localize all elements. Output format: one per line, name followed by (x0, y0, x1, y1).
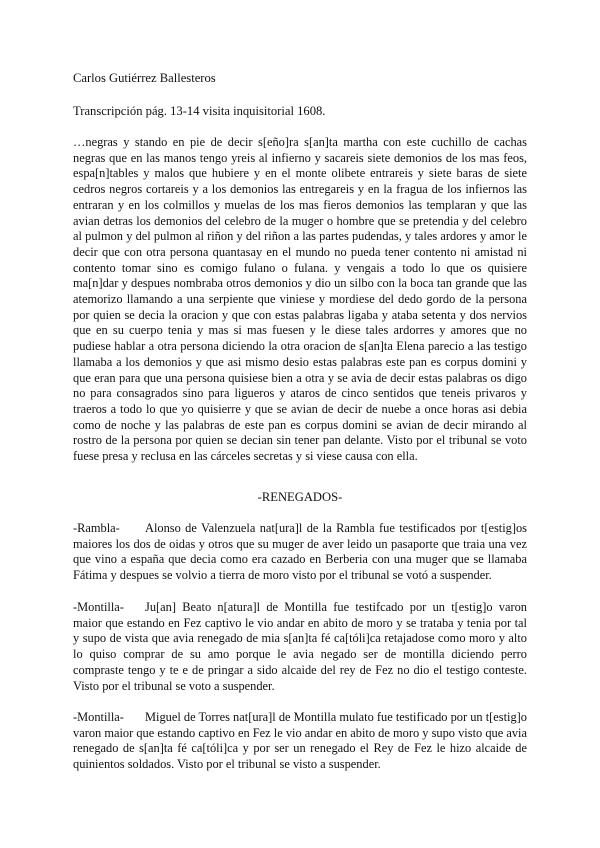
main-paragraph: …negras y stando en pie de decir s[eño]ra s[an]ta martha con este cuchillo de cachas negras que en las manos tengo yreis al infierno y sacareis siete demonios de los mas feos, espa[n]tables y malos que hubiere y en el monte olibete entrareis y siete baras de siete cedros negros cortareis y a los demonios las entregareis y en la fragua de los infiernos las entraran y en los colmillos y muelas de los mas fieros demonios las templaran y que las avian detras los demonios del celebro de la muger o hombre que se pretendia y del celebro al pulmon y del pulmon al riñon y del riñon a las partes pudendas, y tales ardores y amor le decir que con otra persona quantasay en el mundo no pueda tener contento ni amistad ni contento tomar sino es comigo fulano o fulana. y vengais a todo lo que os quisiere ma[n]dar y despues nombraba otros demonios y dio un silbo con la boca tan grande que las atemorizo llamando a una serpiente que viniese y mordiese del dedo gordo de la persona por quien se decia la oracion y que con estas palabras ligaba y ataba setenta y dos nervios que en su cuerpo tenia y mas si mas fuesen y le diese tales ardorres y amores que no pudiese hablar a otra persona diciendo la otra oracion de s[an]ta Elena parecio a las testigo llamaba a los demonios y que asi mismo desio estas palabras este pan es corpus domini y que eran para que una persona quisiese bien a otra y se avia de decir estas palabras os digo no para consagrados sino para ligueros y ataros de cinco sentidos que teneis privaros y traeros a todo lo que yo quisierre y que se avian de decir de nuebe a once horas asi debia como de noche y las palabras de este pan es corpus domini se avian de decir mirando al rostro de la persona por quien se decian sin tener pan delante. Visto por el tribunal se voto fuese presa y reclusa en las cárceles secretas y si viese causa con ella. (73, 135, 527, 464)
entry-text: Miguel de Torres nat[ura]l de Montilla mulato fue testificado por un t[estig]o varon maior que estando captivo en Fez le vio andar en abito de moro y supo visto que avia renegado de s[an]ta fé ca[tóli]ca y por ser un renegado el Rey de Fez le hizo alcaide de quinientos soldados. Visto por el tribunal se visto a suspender. (73, 710, 527, 772)
entry-place: -Rambla- (73, 521, 120, 535)
entry-text: Alonso de Valenzuela nat[ura]l de la Rambla fue testificados por t[estig]os maiores los dos de oidas y otros que su muger de aver leido un pasaporte que traia una vez que vino a españa que decia como era cazado en Berberia con una muger que se llamaba Fátima y despues se volvio a tierra de moro visto por el tribunal se votó a suspender. (73, 521, 527, 583)
entry-text: Ju[an] Beato n[atura]l de Montilla fue testifcado por un t[estig]o varon maior que estando en Fez captivo le vio andar en abito de moro y se trataba y tenia por tal y supo de vista que avia renegado de mia s[an]ta fé ca[tóli]ca retajadose como moro y alto lo quiso comprar de su amo porque le avia negado ser de montilla diciendo perro compraste tengo y te e de pringar a sido alcaide del rey de Fez no dio el testigo conteste. Visto por el tribunal se voto a suspender. (73, 600, 527, 693)
renegado-entry (73, 600, 527, 694)
transcription-note: Transcripción pág. 13-14 visita inquisitorial 1608. (73, 104, 326, 118)
section-heading: -RENEGADOS- (257, 490, 343, 504)
renegado-entry (73, 710, 527, 773)
author-name: Carlos Gutiérrez Ballesteros (73, 71, 216, 85)
renegado-entry (73, 521, 527, 584)
entry-place: -Montilla- (73, 600, 124, 614)
entry-place: -Montilla- (73, 710, 124, 724)
